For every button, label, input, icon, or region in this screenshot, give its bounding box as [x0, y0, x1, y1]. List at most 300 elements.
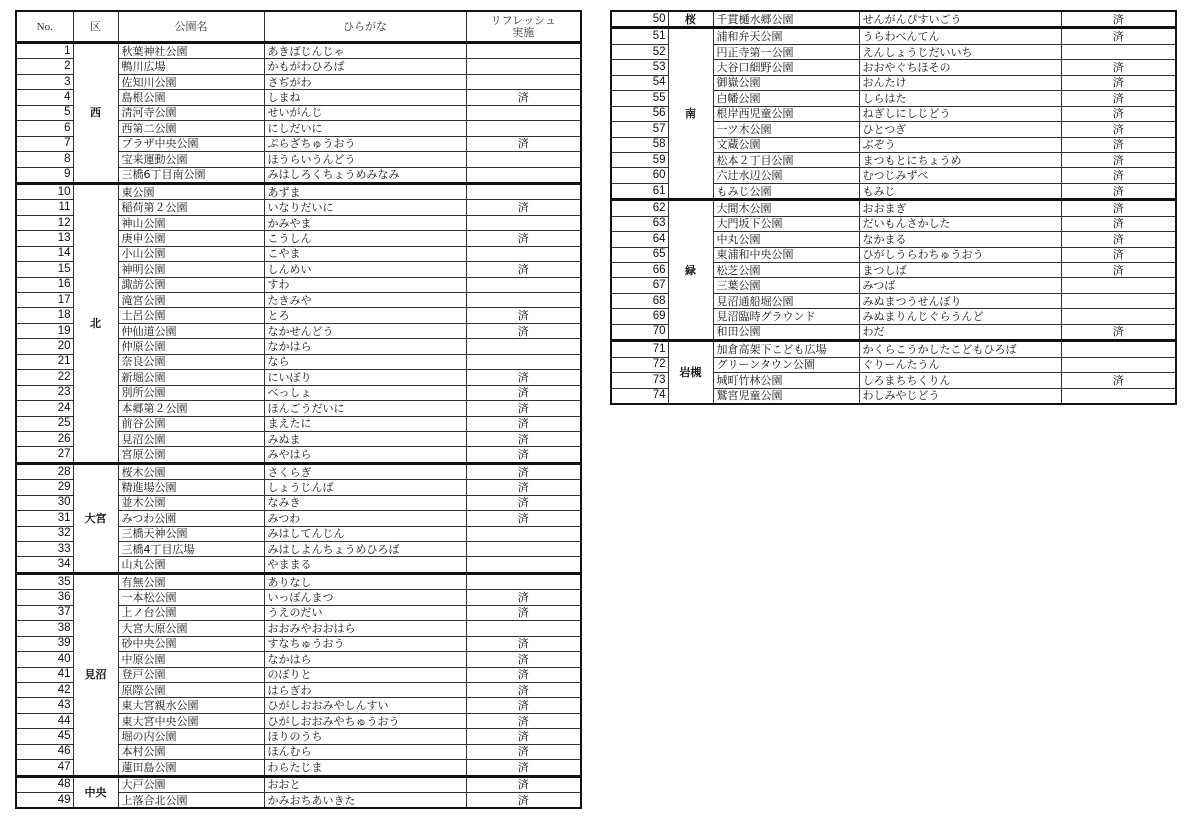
park-number: 9 — [16, 167, 73, 183]
park-hiragana: はらぎわ — [264, 682, 466, 697]
table-row — [16, 776, 581, 792]
park-name: 山丸公園 — [118, 557, 264, 573]
park-number: 17 — [16, 293, 73, 308]
refresh-status — [466, 542, 581, 557]
park-name: 上落合北公園 — [118, 793, 264, 809]
park-name: 根岸西児童公園 — [713, 106, 859, 121]
refresh-status — [466, 557, 581, 573]
refresh-status: 済 — [466, 416, 581, 431]
park-number: 14 — [16, 246, 73, 261]
park-hiragana: かみやま — [264, 215, 466, 230]
park-hiragana: せいがんじ — [264, 105, 466, 120]
park-name: 島根公園 — [118, 90, 264, 105]
park-hiragana: だいもんさかした — [859, 216, 1061, 231]
park-hiragana: みぬまりんじぐらうんど — [859, 309, 1061, 324]
park-number: 50 — [611, 11, 668, 28]
refresh-status — [466, 526, 581, 541]
table-row — [16, 183, 581, 199]
park-number: 27 — [16, 447, 73, 463]
park-number: 13 — [16, 231, 73, 246]
park-number: 45 — [16, 729, 73, 744]
park-number: 29 — [16, 480, 73, 495]
refresh-status: 済 — [1061, 106, 1176, 121]
park-hiragana: ひがしうらわちゅうおう — [859, 247, 1061, 262]
refresh-status — [466, 215, 581, 230]
park-name: もみじ公園 — [713, 183, 859, 199]
header-ward: 区 — [73, 11, 118, 43]
park-number: 10 — [16, 183, 73, 199]
refresh-status — [1061, 388, 1176, 404]
park-hiragana: みやはら — [264, 447, 466, 463]
park-hiragana: ぐりーんたうん — [859, 357, 1061, 372]
refresh-status: 済 — [466, 793, 581, 809]
ward-cell: 見沼 — [73, 573, 118, 776]
refresh-status: 済 — [466, 682, 581, 697]
park-hiragana: ほうらいうんどう — [264, 152, 466, 167]
park-number: 44 — [16, 713, 73, 728]
park-name: 見沼臨時グラウンド — [713, 309, 859, 324]
park-number: 23 — [16, 385, 73, 400]
refresh-status: 済 — [1061, 200, 1176, 216]
park-hiragana: うらわべんてん — [859, 28, 1061, 44]
park-hiragana: こやま — [264, 246, 466, 261]
park-hiragana: まえたに — [264, 416, 466, 431]
park-name: 上ノ台公園 — [118, 605, 264, 620]
park-name: 一本松公園 — [118, 590, 264, 605]
refresh-status — [466, 183, 581, 199]
park-number: 37 — [16, 605, 73, 620]
park-number: 60 — [611, 168, 668, 183]
refresh-status — [466, 293, 581, 308]
park-number: 5 — [16, 105, 73, 120]
refresh-status: 済 — [466, 231, 581, 246]
park-name: 庚申公園 — [118, 231, 264, 246]
park-hiragana: おおまぎ — [859, 200, 1061, 216]
refresh-status: 済 — [1061, 216, 1176, 231]
refresh-status: 済 — [1061, 324, 1176, 340]
park-name: 三橋天神公園 — [118, 526, 264, 541]
park-number: 36 — [16, 590, 73, 605]
park-number: 51 — [611, 28, 668, 44]
park-name: 神山公園 — [118, 215, 264, 230]
park-number: 55 — [611, 91, 668, 106]
table-row — [16, 573, 581, 589]
table-row — [611, 341, 1176, 357]
refresh-status: 済 — [1061, 168, 1176, 183]
park-number: 41 — [16, 667, 73, 682]
park-number: 39 — [16, 636, 73, 651]
refresh-status: 済 — [466, 401, 581, 416]
park-number: 6 — [16, 121, 73, 136]
park-hiragana: せんがんぴすいごう — [859, 11, 1061, 28]
park-number: 57 — [611, 122, 668, 137]
park-hiragana: ほりのうち — [264, 729, 466, 744]
park-hiragana: いっぽんまつ — [264, 590, 466, 605]
park-number: 48 — [16, 776, 73, 792]
park-name: 六辻水辺公園 — [713, 168, 859, 183]
park-hiragana: みつわ — [264, 511, 466, 526]
park-number: 46 — [16, 744, 73, 759]
park-hiragana: みつば — [859, 278, 1061, 293]
park-hiragana: とろ — [264, 308, 466, 323]
park-hiragana: すわ — [264, 277, 466, 292]
park-name: 白幡公園 — [713, 91, 859, 106]
park-name: 砂中央公園 — [118, 636, 264, 651]
refresh-status: 済 — [466, 200, 581, 215]
park-name: 大門坂下公園 — [713, 216, 859, 231]
park-hiragana: べっしょ — [264, 385, 466, 400]
park-number: 63 — [611, 216, 668, 231]
refresh-status: 済 — [466, 495, 581, 510]
park-number: 49 — [16, 793, 73, 809]
park-hiragana: しょうじんば — [264, 480, 466, 495]
park-number: 1 — [16, 43, 73, 59]
park-hiragana: しろまちちくりん — [859, 373, 1061, 388]
park-name: 松芝公園 — [713, 263, 859, 278]
park-number: 28 — [16, 463, 73, 479]
header-refresh-line1: リフレッシュ — [490, 13, 556, 27]
refresh-status: 済 — [1061, 122, 1176, 137]
park-number: 19 — [16, 323, 73, 338]
ward-cell: 岩槻 — [668, 341, 713, 404]
refresh-status: 済 — [466, 636, 581, 651]
park-hiragana: ぷらざちゅうおう — [264, 136, 466, 151]
park-table-left — [15, 10, 582, 809]
refresh-status — [466, 339, 581, 354]
park-hiragana: のぼりと — [264, 667, 466, 682]
park-hiragana: ぶぞう — [859, 137, 1061, 152]
park-name: 並木公園 — [118, 495, 264, 510]
park-name: 新堀公園 — [118, 370, 264, 385]
park-name: 別所公園 — [118, 385, 264, 400]
park-name: みつわ公園 — [118, 511, 264, 526]
park-hiragana: えんしょうじだいいち — [859, 44, 1061, 59]
refresh-status: 済 — [1061, 183, 1176, 199]
park-name: 土呂公園 — [118, 308, 264, 323]
park-hiragana: かもがわひろば — [264, 59, 466, 74]
park-number: 20 — [16, 339, 73, 354]
park-name: 清河寺公園 — [118, 105, 264, 120]
refresh-status: 済 — [1061, 152, 1176, 167]
refresh-status — [466, 167, 581, 183]
park-hiragana: にしだいに — [264, 121, 466, 136]
park-name: 城町竹林公園 — [713, 373, 859, 388]
park-hiragana: かくらこうかしたこどもひろば — [859, 341, 1061, 357]
park-number: 35 — [16, 573, 73, 589]
park-hiragana: わだ — [859, 324, 1061, 340]
park-number: 34 — [16, 557, 73, 573]
park-number: 12 — [16, 215, 73, 230]
refresh-status — [1061, 278, 1176, 293]
park-number: 26 — [16, 431, 73, 446]
refresh-status: 済 — [466, 385, 581, 400]
park-hiragana: なかはら — [264, 339, 466, 354]
park-hiragana: なら — [264, 354, 466, 369]
refresh-status — [1061, 293, 1176, 308]
refresh-status: 済 — [1061, 263, 1176, 278]
park-hiragana: ひがしおおみやしんすい — [264, 698, 466, 713]
park-number: 58 — [611, 137, 668, 152]
park-hiragana: あずま — [264, 183, 466, 199]
park-number: 65 — [611, 247, 668, 262]
park-name: 神明公園 — [118, 262, 264, 277]
park-hiragana: いなりだいに — [264, 200, 466, 215]
park-number: 30 — [16, 495, 73, 510]
park-number: 11 — [16, 200, 73, 215]
refresh-status: 済 — [466, 480, 581, 495]
park-name: 秋葉神社公園 — [118, 43, 264, 59]
refresh-status: 済 — [466, 90, 581, 105]
park-number: 3 — [16, 74, 73, 89]
park-hiragana: ねぎしにしじどう — [859, 106, 1061, 121]
refresh-status — [466, 121, 581, 136]
refresh-status: 済 — [1061, 247, 1176, 262]
refresh-status — [466, 74, 581, 89]
refresh-status: 済 — [466, 370, 581, 385]
park-hiragana: かみおちあいきた — [264, 793, 466, 809]
refresh-status: 済 — [466, 698, 581, 713]
park-name: 精進場公園 — [118, 480, 264, 495]
refresh-status — [466, 105, 581, 120]
park-hiragana: わらたじま — [264, 760, 466, 776]
park-name: 本郷第２公園 — [118, 401, 264, 416]
park-name: 一ツ木公園 — [713, 122, 859, 137]
header-refresh — [466, 11, 581, 43]
park-table-right — [610, 10, 1177, 405]
park-number: 53 — [611, 60, 668, 75]
park-name: 東浦和中央公園 — [713, 247, 859, 262]
park-name: 鴨川広場 — [118, 59, 264, 74]
park-number: 67 — [611, 278, 668, 293]
park-number: 61 — [611, 183, 668, 199]
park-hiragana: なかはら — [264, 652, 466, 667]
park-name: 登戸公園 — [118, 667, 264, 682]
park-hiragana: ほんごうだいに — [264, 401, 466, 416]
park-name: 和田公園 — [713, 324, 859, 340]
park-name: プラザ中央公園 — [118, 136, 264, 151]
park-name: 蓮田島公園 — [118, 760, 264, 776]
refresh-status — [466, 43, 581, 59]
park-name: 千貫樋水郷公園 — [713, 11, 859, 28]
refresh-status: 済 — [1061, 373, 1176, 388]
park-name: 見沼公園 — [118, 431, 264, 446]
park-hiragana: おおみやおおはら — [264, 621, 466, 636]
park-name: 有無公園 — [118, 573, 264, 589]
park-hiragana: しまね — [264, 90, 466, 105]
park-hiragana: ありなし — [264, 573, 466, 589]
refresh-status: 済 — [466, 776, 581, 792]
park-hiragana: みぬま — [264, 431, 466, 446]
park-name: 東大宮中央公園 — [118, 713, 264, 728]
park-name: 大宮大原公園 — [118, 621, 264, 636]
park-name: 滝宮公園 — [118, 293, 264, 308]
park-name: 宮原公園 — [118, 447, 264, 463]
park-number: 74 — [611, 388, 668, 404]
header-refresh-line2: 実施 — [512, 25, 535, 39]
park-hiragana: ひとつぎ — [859, 122, 1061, 137]
park-name: 文蔵公園 — [713, 137, 859, 152]
refresh-status — [466, 152, 581, 167]
park-name: 三橋4丁目広場 — [118, 542, 264, 557]
park-name: 松本２丁目公園 — [713, 152, 859, 167]
refresh-status — [466, 59, 581, 74]
refresh-status: 済 — [466, 511, 581, 526]
park-number: 21 — [16, 354, 73, 369]
park-hiragana: やままる — [264, 557, 466, 573]
park-hiragana: なみき — [264, 495, 466, 510]
park-hiragana: にいぼり — [264, 370, 466, 385]
park-name: 仲仙道公園 — [118, 323, 264, 338]
park-hiragana: まつしば — [859, 263, 1061, 278]
park-number: 52 — [611, 44, 668, 59]
table-row — [611, 28, 1176, 44]
refresh-status: 済 — [466, 463, 581, 479]
table-row — [16, 463, 581, 479]
park-name: 大谷口細野公園 — [713, 60, 859, 75]
refresh-status — [466, 277, 581, 292]
refresh-status: 済 — [466, 667, 581, 682]
park-name: 三橋6丁目南公園 — [118, 167, 264, 183]
park-name: 三葉公園 — [713, 278, 859, 293]
refresh-status: 済 — [466, 308, 581, 323]
park-name: 大間木公園 — [713, 200, 859, 216]
park-hiragana: おんたけ — [859, 75, 1061, 90]
park-number: 47 — [16, 760, 73, 776]
table-row — [16, 43, 581, 59]
refresh-status: 済 — [466, 605, 581, 620]
park-name: 加倉高架下こども広場 — [713, 341, 859, 357]
refresh-status — [466, 246, 581, 261]
refresh-status: 済 — [466, 590, 581, 605]
park-name: 中原公園 — [118, 652, 264, 667]
park-hiragana: あきばじんじゃ — [264, 43, 466, 59]
ward-cell: 中央 — [73, 776, 118, 808]
park-hiragana: すなちゅうおう — [264, 636, 466, 651]
refresh-status: 済 — [466, 729, 581, 744]
park-name: 仲原公園 — [118, 339, 264, 354]
park-hiragana: わしみやじどう — [859, 388, 1061, 404]
park-name: 東大宮親水公園 — [118, 698, 264, 713]
refresh-status: 済 — [466, 447, 581, 463]
park-name: 原際公園 — [118, 682, 264, 697]
park-hiragana: むつじみずべ — [859, 168, 1061, 183]
refresh-status: 済 — [466, 136, 581, 151]
park-name: 本村公園 — [118, 744, 264, 759]
table-body-right — [611, 11, 1176, 404]
header-row — [16, 11, 581, 43]
park-hiragana: なかせんどう — [264, 323, 466, 338]
park-hiragana: みはしろくちょうめみなみ — [264, 167, 466, 183]
ward-cell: 大宮 — [73, 463, 118, 573]
park-name: 前谷公園 — [118, 416, 264, 431]
refresh-status — [466, 573, 581, 589]
refresh-status: 済 — [466, 262, 581, 277]
park-name: 宝来運動公園 — [118, 152, 264, 167]
park-name: 御嶽公園 — [713, 75, 859, 90]
park-number: 43 — [16, 698, 73, 713]
park-hiragana: しんめい — [264, 262, 466, 277]
park-name: 諏訪公園 — [118, 277, 264, 292]
park-hiragana: さぢがわ — [264, 74, 466, 89]
park-hiragana: うえのだい — [264, 605, 466, 620]
refresh-status: 済 — [1061, 60, 1176, 75]
park-hiragana: さくらぎ — [264, 463, 466, 479]
ward-cell: 西 — [73, 43, 118, 184]
park-number: 16 — [16, 277, 73, 292]
table-row — [611, 200, 1176, 216]
park-number: 2 — [16, 59, 73, 74]
refresh-status — [1061, 44, 1176, 59]
refresh-status: 済 — [466, 744, 581, 759]
park-hiragana: みはしてんじん — [264, 526, 466, 541]
refresh-status: 済 — [466, 652, 581, 667]
park-number: 59 — [611, 152, 668, 167]
park-number: 15 — [16, 262, 73, 277]
park-number: 42 — [16, 682, 73, 697]
park-hiragana: たきみや — [264, 293, 466, 308]
header-no: No. — [16, 11, 73, 43]
park-number: 73 — [611, 373, 668, 388]
park-number: 64 — [611, 232, 668, 247]
park-number: 32 — [16, 526, 73, 541]
park-number: 33 — [16, 542, 73, 557]
park-hiragana: なかまる — [859, 232, 1061, 247]
refresh-status — [466, 621, 581, 636]
park-name: 奈良公園 — [118, 354, 264, 369]
table-body-left — [16, 43, 581, 809]
park-number: 38 — [16, 621, 73, 636]
park-hiragana: ほんむら — [264, 744, 466, 759]
park-number: 25 — [16, 416, 73, 431]
park-number: 24 — [16, 401, 73, 416]
refresh-status: 済 — [1061, 232, 1176, 247]
refresh-status: 済 — [1061, 91, 1176, 106]
refresh-status: 済 — [466, 431, 581, 446]
park-number: 18 — [16, 308, 73, 323]
park-name: グリーンタウン公園 — [713, 357, 859, 372]
refresh-status: 済 — [466, 713, 581, 728]
ward-cell: 北 — [73, 183, 118, 463]
park-name: 小山公園 — [118, 246, 264, 261]
park-hiragana: みはしよんちょうめひろば — [264, 542, 466, 557]
park-name: 見沼通船堀公園 — [713, 293, 859, 308]
table-row — [611, 11, 1176, 28]
park-number: 4 — [16, 90, 73, 105]
park-number: 68 — [611, 293, 668, 308]
park-hiragana: こうしん — [264, 231, 466, 246]
refresh-status: 済 — [466, 323, 581, 338]
park-number: 7 — [16, 136, 73, 151]
park-hiragana: みぬまつうせんぼり — [859, 293, 1061, 308]
park-number: 70 — [611, 324, 668, 340]
park-name: 円正寺第一公園 — [713, 44, 859, 59]
park-number: 66 — [611, 263, 668, 278]
park-number: 56 — [611, 106, 668, 121]
park-number: 8 — [16, 152, 73, 167]
ward-cell: 南 — [668, 28, 713, 200]
park-name: 大戸公園 — [118, 776, 264, 792]
park-number: 72 — [611, 357, 668, 372]
park-hiragana: しらはた — [859, 91, 1061, 106]
park-number: 71 — [611, 341, 668, 357]
park-name: 中丸公園 — [713, 232, 859, 247]
refresh-status: 済 — [1061, 137, 1176, 152]
header-hiragana: ひらがな — [264, 11, 466, 43]
refresh-status: 済 — [1061, 11, 1176, 28]
refresh-status — [1061, 341, 1176, 357]
park-hiragana: おおと — [264, 776, 466, 792]
park-name: 西第二公園 — [118, 121, 264, 136]
